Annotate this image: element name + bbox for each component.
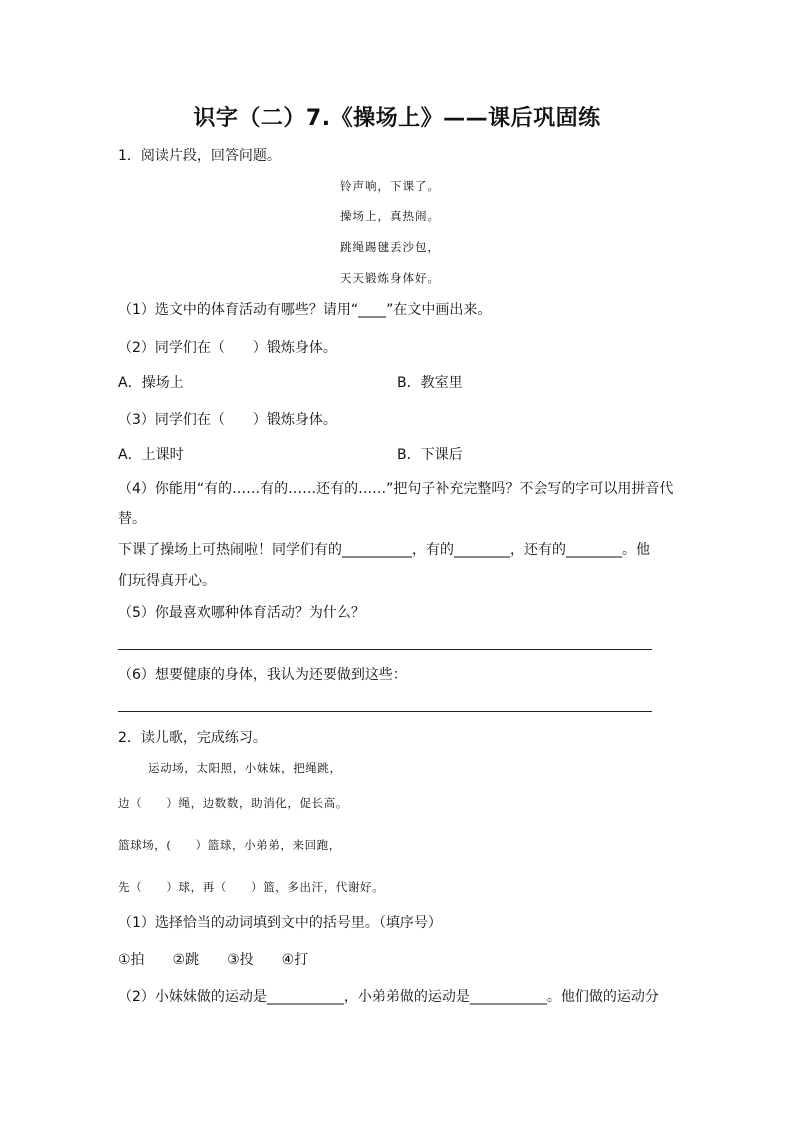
sub-question-2: （2）同学们在（ ）锻炼身体。 xyxy=(118,340,337,356)
answer-line-6[interactable] xyxy=(118,711,652,712)
poem-line-3: 跳绳踢毽丢沙包， xyxy=(340,240,440,254)
poem-line-1: 铃声响，下课了。 xyxy=(340,179,440,193)
answer-line-5[interactable] xyxy=(118,649,652,650)
sub-question-1: （1）选文中的体育活动有哪些？请用“____”在文中画出来。 xyxy=(118,302,492,318)
question-2-sub-2[interactable]: （2）小妹妹做的运动是___________，小弟弟做的运动是___________。他们做的运动分 xyxy=(118,989,659,1005)
fill-in-sentence-line-1[interactable]: 下课了操场上可热闹啦！同学们有的__________，有的________，还有的________。他 xyxy=(118,542,650,558)
question-1-stem: 1．阅读片段，回答问题。 xyxy=(118,148,281,164)
sub-question-4-line-2: 替。 xyxy=(118,511,146,527)
question-2-sub-1: （1）选择恰当的动词填到文中的括号里。（填序号） xyxy=(118,915,442,931)
song-line-4: 先（ ）球，再（ ）篮，多出汗，代谢好。 xyxy=(118,880,385,894)
fill-in-sentence-line-2: 们玩得真开心。 xyxy=(118,573,216,589)
option-a-playground[interactable]: A．操场上 xyxy=(118,375,184,391)
sub-question-6: （6）想要健康的身体，我认为还要做到这些： xyxy=(118,667,407,683)
poem-line-2: 操场上，真热闹。 xyxy=(340,209,440,223)
option-a-in-class[interactable]: A．上课时 xyxy=(118,447,184,463)
option-b-after-class[interactable]: B．下课后 xyxy=(397,447,463,463)
sub-question-3: （3）同学们在（ ）锻炼身体。 xyxy=(118,412,337,428)
verb-options: ①拍 ②跳 ③投 ④打 xyxy=(118,952,309,968)
sub-question-4-line-1: （4）你能用“有的……有的……还有的……”把句子补充完整吗？不会写的字可以用拼音代 xyxy=(118,481,674,497)
poem-line-4: 天天锻炼身体好。 xyxy=(340,271,440,285)
option-b-classroom[interactable]: B．教室里 xyxy=(397,375,463,391)
song-line-2: 边（ ）绳，边数数，助消化，促长高。 xyxy=(118,796,348,810)
song-line-1: 运动场，太阳照，小妹妹，把绳跳， xyxy=(148,761,342,775)
page-title: 识字（二）7.《操场上》——课后巩固练 xyxy=(193,106,601,131)
question-2-stem: 2．读儿歌，完成练习。 xyxy=(118,730,267,746)
sub-question-5: （5）你最喜欢哪种体育活动？为什么？ xyxy=(118,605,365,621)
song-line-3: 篮球场，( ）篮球，小弟弟，来回跑， xyxy=(118,838,341,852)
